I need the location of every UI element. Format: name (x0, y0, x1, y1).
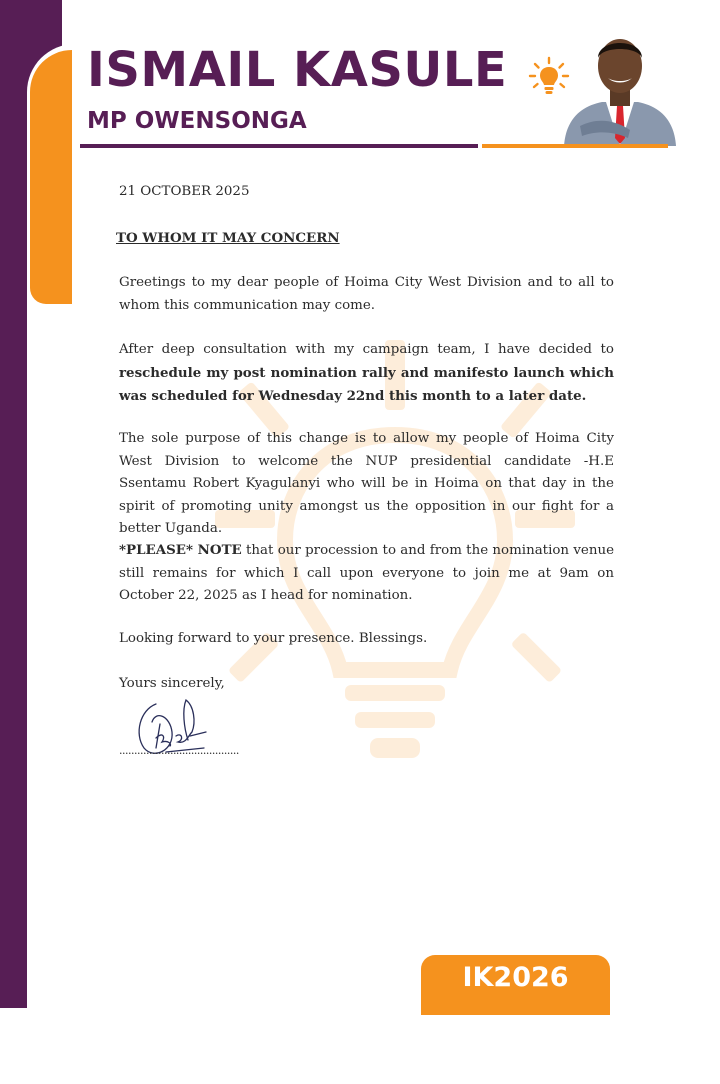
orange-accent-tab (30, 50, 72, 304)
candidate-name: ISMAIL KASULE (87, 42, 508, 98)
letter-paragraph-closing-remark: Looking forward to your presence. Blessings. (119, 631, 428, 646)
header-rule-orange (482, 144, 668, 148)
note-text: that our procession to and from the nomination venue still remains for which I call upon everyone to join me at 9am on October 22, 2025 as I head for nomination. (119, 543, 614, 603)
candidate-portrait (560, 18, 680, 146)
reschedule-text: After deep consultation with my campaign team, I have decided to (119, 342, 614, 357)
header-rule-purple (80, 144, 478, 148)
letter-closing: Yours sincerely, (119, 676, 225, 691)
letter-paragraph-note (119, 539, 614, 608)
reschedule-emphasis: reschedule my post nomination rally and manifesto launch which was scheduled for Wednesday 22nd this month to a later date. (119, 364, 614, 404)
letter-paragraph-reschedule (119, 339, 614, 409)
campaign-badge-label: IK2026 (462, 962, 569, 993)
letter-paragraph-purpose: The sole purpose of this change is to allow my people of Hoima City West Division to welcome the NUP presidential candidate -H.E Ssentamu Robert Kyagulanyi who will be in Hoima on that day in the spirit of promoting unity amongst us the opposition in our fight for a better Uganda. (119, 431, 614, 536)
letter-paragraph-greeting: Greetings to my dear people of Hoima City West Division and to all to whom this communication may come. (119, 275, 614, 313)
letter-heading: TO WHOM IT MAY CONCERN (116, 230, 340, 246)
letter-date: 21 OCTOBER 2025 (119, 184, 250, 199)
candidate-subtitle: MP OWENSONGA (87, 108, 307, 134)
signature-line: ........................................ (119, 744, 239, 757)
note-emphasis: *PLEASE* NOTE (119, 542, 242, 558)
